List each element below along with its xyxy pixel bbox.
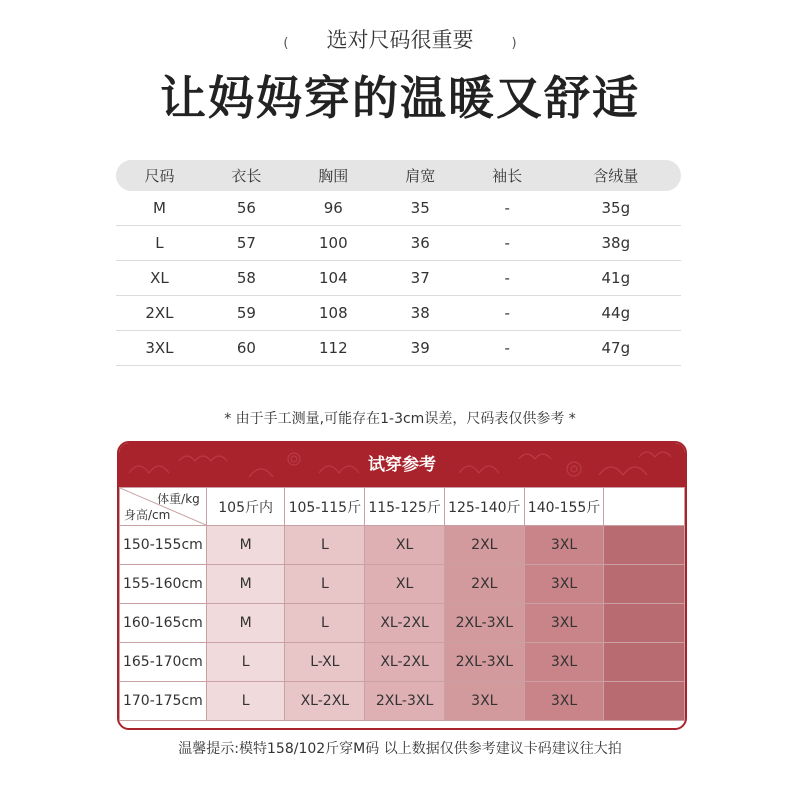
table-cell: 39 — [377, 331, 464, 366]
table-row — [116, 296, 681, 331]
table-cell: 59 — [203, 296, 290, 331]
table-cell: 58 — [203, 261, 290, 296]
table-cell: 104 — [290, 261, 377, 296]
size-header-cell: 肩宽 — [377, 160, 464, 191]
size-cell: 3XL — [524, 604, 604, 643]
size-header-cell: 含绒量 — [551, 160, 681, 191]
table-row — [116, 191, 681, 226]
weight-header-cell — [604, 488, 685, 526]
table-cell: - — [464, 226, 551, 261]
corner-cell — [120, 488, 207, 526]
table-cell: 38 — [377, 296, 464, 331]
height-axis-label: 身高/cm — [124, 508, 171, 522]
table-cell: M — [116, 191, 203, 226]
size-cell: L — [206, 643, 285, 682]
size-cell: L — [285, 604, 365, 643]
table-cell: 35 — [377, 191, 464, 226]
right-paren: ) — [511, 36, 517, 51]
table-cell: 3XL — [116, 331, 203, 366]
table-row — [120, 682, 685, 721]
size-cell: L — [206, 682, 285, 721]
size-cell: XL — [365, 565, 445, 604]
size-cell: XL-2XL — [365, 604, 445, 643]
weight-header-cell: 140-155斤 — [524, 488, 604, 526]
footer-tip: 温馨提示:模特158/102斤穿M码 以上数据仅供参考建议卡码建议往大拍 — [178, 741, 622, 757]
size-cell: 2XL-3XL — [444, 604, 524, 643]
table-row — [120, 604, 685, 643]
size-cell: M — [206, 604, 285, 643]
height-row-label: 170-175cm — [120, 682, 207, 721]
size-header-cell: 尺码 — [116, 160, 203, 191]
weight-header-cell: 105-115斤 — [285, 488, 365, 526]
size-cell: 3XL — [524, 565, 604, 604]
size-cell — [604, 565, 685, 604]
size-cell — [604, 682, 685, 721]
size-cell: 3XL — [524, 643, 604, 682]
height-row-label: 150-155cm — [120, 526, 207, 565]
table-cell: 36 — [377, 226, 464, 261]
table-cell: 60 — [203, 331, 290, 366]
size-cell: M — [206, 526, 285, 565]
table-cell: 41g — [551, 261, 681, 296]
size-cell: M — [206, 565, 285, 604]
size-cell: 3XL — [524, 526, 604, 565]
table-row — [120, 526, 685, 565]
size-cell — [604, 526, 685, 565]
size-cell: L — [285, 526, 365, 565]
table-row — [116, 261, 681, 296]
size-cell: XL-2XL — [365, 643, 445, 682]
weight-header-cell: 115-125斤 — [365, 488, 445, 526]
table-cell: - — [464, 191, 551, 226]
table-cell: - — [464, 331, 551, 366]
table-cell: 35g — [551, 191, 681, 226]
table-cell: 2XL — [116, 296, 203, 331]
table-cell: L — [116, 226, 203, 261]
table-cell: 100 — [290, 226, 377, 261]
height-row-label: 165-170cm — [120, 643, 207, 682]
weight-axis-label: 体重/kg — [157, 492, 200, 506]
size-cell: 3XL — [444, 682, 524, 721]
size-header-cell: 胸围 — [290, 160, 377, 191]
weight-header-row — [120, 488, 685, 526]
size-cell — [604, 643, 685, 682]
top-note-text: 选对尺码很重要 — [326, 28, 474, 52]
size-header-cell: 袖长 — [464, 160, 551, 191]
table-cell: 56 — [203, 191, 290, 226]
table-cell: 57 — [203, 226, 290, 261]
table-cell: 38g — [551, 226, 681, 261]
size-cell: 2XL — [444, 526, 524, 565]
size-cell: L-XL — [285, 643, 365, 682]
size-cell: 3XL — [524, 682, 604, 721]
table-cell: - — [464, 296, 551, 331]
size-header-cell: 衣长 — [203, 160, 290, 191]
table-cell: 96 — [290, 191, 377, 226]
table-cell: 44g — [551, 296, 681, 331]
weight-header-cell: 125-140斤 — [444, 488, 524, 526]
headline: 让妈妈穿的温暖又舒适 — [160, 71, 640, 125]
size-cell: 2XL-3XL — [444, 643, 524, 682]
fitting-title: 试穿参考 — [368, 455, 436, 475]
top-note — [0, 24, 800, 54]
table-cell: XL — [116, 261, 203, 296]
table-row — [120, 565, 685, 604]
table-cell: - — [464, 261, 551, 296]
table-cell: 47g — [551, 331, 681, 366]
table-row — [120, 643, 685, 682]
fitting-reference-panel — [117, 441, 687, 730]
size-cell: 2XL — [444, 565, 524, 604]
size-table — [116, 160, 681, 366]
measurement-disclaimer: * 由于手工测量,可能存在1-3cm误差，尺码表仅供参考 * — [224, 411, 576, 427]
table-cell: 37 — [377, 261, 464, 296]
fitting-header — [119, 443, 685, 487]
table-cell: 112 — [290, 331, 377, 366]
table-row — [116, 331, 681, 366]
size-cell: XL-2XL — [285, 682, 365, 721]
fitting-grid — [119, 487, 685, 721]
height-row-label: 155-160cm — [120, 565, 207, 604]
size-cell: 2XL-3XL — [365, 682, 445, 721]
height-row-label: 160-165cm — [120, 604, 207, 643]
size-table-header — [116, 160, 681, 191]
table-row — [116, 226, 681, 261]
size-cell — [604, 604, 685, 643]
left-paren: ( — [283, 36, 289, 51]
size-cell: L — [285, 565, 365, 604]
weight-header-cell: 105斤内 — [206, 488, 285, 526]
size-cell: XL — [365, 526, 445, 565]
table-cell: 108 — [290, 296, 377, 331]
